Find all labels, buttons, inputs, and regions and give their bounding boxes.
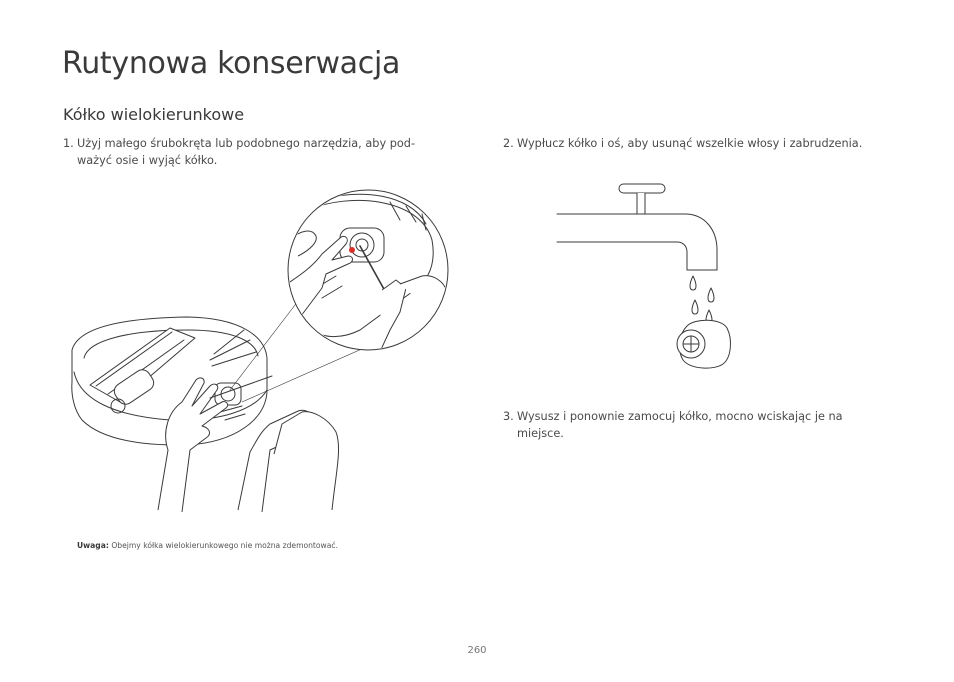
step-3-text: Wysusz i ponownie zamocuj kółko, mocno wciskając je na miejsce. [517, 410, 843, 440]
step-2-number: 2. [503, 137, 514, 150]
note-label: Uwaga: [77, 540, 109, 550]
note [77, 541, 338, 550]
step-1-number: 1. [63, 137, 74, 150]
page-title: Rutynowa konserwacja [62, 46, 401, 81]
step-3-number: 3. [503, 410, 514, 423]
axle-highlight [349, 247, 355, 253]
step-2 [503, 135, 883, 152]
rinse-illustration [555, 180, 745, 375]
step-3 [503, 408, 863, 442]
note-text: Obejmy kółka wielokierunkowego nie można zdemontować. [111, 540, 339, 550]
faucet [557, 184, 717, 270]
water-drops [690, 276, 714, 324]
section-title: Kółko wielokierunkowe [63, 105, 245, 124]
step-1 [63, 135, 438, 169]
step-1-text: Użyj małego śrubokręta lub podobnego narzędzia, aby pod-ważyć osie i wyjąć kółko. [77, 137, 416, 167]
page-number: 260 [467, 645, 487, 656]
zoom-detail-circle [270, 190, 452, 356]
omni-wheel [677, 320, 730, 368]
step-2-text: Wypłucz kółko i oś, aby usunąć wszelkie włosy i zabrudzenia. [517, 137, 863, 150]
wheel-removal-illustration [60, 180, 460, 520]
